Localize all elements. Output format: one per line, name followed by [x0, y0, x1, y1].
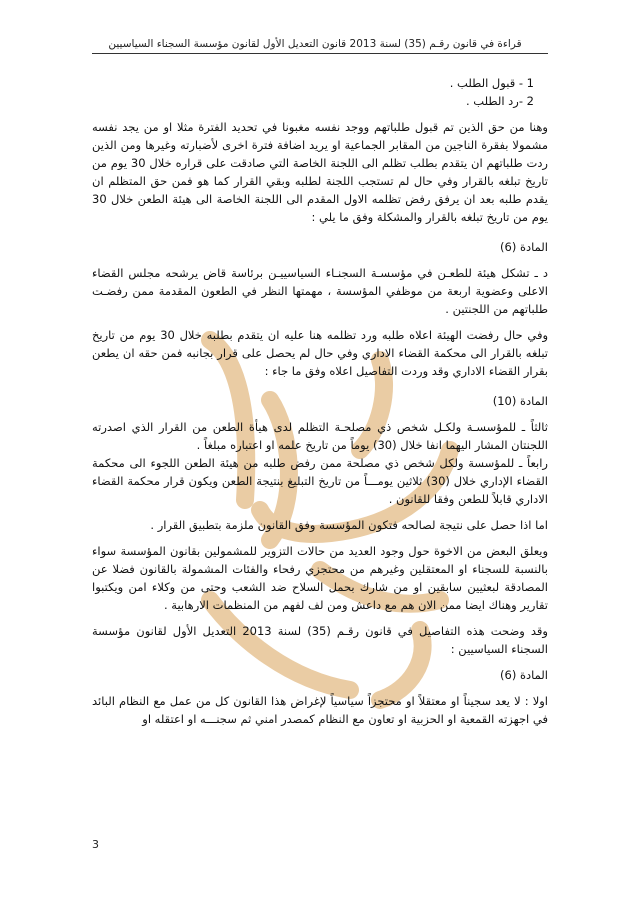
article-heading: المادة (6) — [500, 668, 548, 682]
paragraph: اولا : لا يعد سجيناً او معتقلاً او محتجزاً سياسياً لإغراض هذا القانون كل من عمل مع النظام البائد في اجهزته القمعية او الحزبية او تعاون مع النظام كمصدر امني ثم سجنـــه او اعتقله او — [92, 694, 548, 726]
paragraph: وهنا من حق الذين تم قبول طلباتهم ووجد نفسه مغبونا في تحديد الفترة مثلا او من يجد نفسه مشمولا بفقرة الناجين من المقابر الجماعية او يريد اضافة فترة اخرى لأضبارته وغيرها ومن الذين ردت طلباتهم ان يتقدم بطلب تظلم الى اللجنة الخاصة التي صادقت على قراره خلال 30 يوم من تاريخ تبلغه بالقرار وفي حال لم تستجب اللجنة لطلبه وبقي القرار كما هو فمن حق المتظلم ان يقدم طلبه بعد ان يرفق رفض تظلمه الاول المقدم الى اللجنة الخاصة الى هيئة الطعن خلال 30 يوم من تاريخ تبلغه بالقرار والمشكلة وفق ما يلي : — [92, 120, 548, 224]
document-body — [92, 74, 548, 728]
paragraph: ويعلق البعض من الاخوة حول وجود العديد من حالات التزوير للمشمولين بقانون المؤسسة سواء بالنسبة للسجناء او المعتقلين وغيرهم من محتجزي رفحاء والفئات المشمولة بالقانون فضلا عن المصادقة لبعثيين سابقين او من شارك بحمل السلاح ضد الشعب وحتى من وكلاء امن ويكتبوا تقارير وهناك ايضا ممن الان هم مع داعش ومن لف لفهم من المنظمات الارهابية . — [92, 544, 548, 612]
list-item: 2 -رد الطلب . — [465, 94, 534, 108]
article-heading: المادة (10) — [492, 394, 548, 408]
paragraph: رابعاً ـ للمؤسسة ولكل شخص ذي مصلحة ممن رفض طلبه من هيئة الطعن اللجوء الى محكمة القضاء الإداري خلال (30) ثلاثين يومـــاً من تاريخ التبليغ بنتيجة الطعن ويكون قرار محكمة القضاء الاداري قابلاً للطعن وفقا للقانون . — [92, 456, 548, 506]
list-item: 1 - قبول الطلب . — [449, 76, 534, 90]
running-header: قراءة في قانون رقـم (35) لسنة 2013 قانون التعديل الأول لقانون مؤسسة السجناء السياسيين — [108, 38, 522, 50]
paragraph: د ـ تشكل هيئة للطعـن في مؤسسـة السجنـاء السياسييـن برئاسة قاض يرشحه مجلس القضاء الاعلى وعضوية اربعة من موظفي المؤسسة ، مهمتها النظر في الطعون المقدمة ممن رفضـت طلباتهم من اللجنتين . — [92, 266, 548, 316]
paragraph: اما اذا حصل على نتيجة لصالحه فتكون المؤسسة وفق القانون ملزمة بتطبيق القرار . — [150, 518, 548, 532]
page-number: 3 — [92, 838, 99, 851]
paragraph: وقد وضحت هذه التفاصيل في قانون رقـم (35) لسنة 2013 التعديل الأول لقانون مؤسسة السجناء السياسيين : — [92, 624, 548, 656]
paragraph: ثالثاً ـ للمؤسسـة ولكـل شخص ذي مصلحـة التظلم لدى هيأة الطعن من القرار الذي اصدرته اللجنتان المشار اليهما انفا خلال (30) يوماً من تاريخ علمه او اعتباره مبلغاً . — [92, 420, 548, 452]
article-heading: المادة (6) — [500, 240, 548, 254]
paragraph: وفي حال رفضت الهيئة اعلاه طلبه ورد تظلمه هنا عليه ان يتقدم بطلبه خلال 30 يوم من تاريخ تبلغه بالقرار الى محكمة القضاء الاداري وفي حال لم يحصل على قرار بجانبه فمن حقه ان يطعن بقرار القضاء الاداري وقد وردت التفاصيل اعلاه وفق ما جاء : — [92, 328, 548, 378]
header-rule — [92, 53, 548, 54]
